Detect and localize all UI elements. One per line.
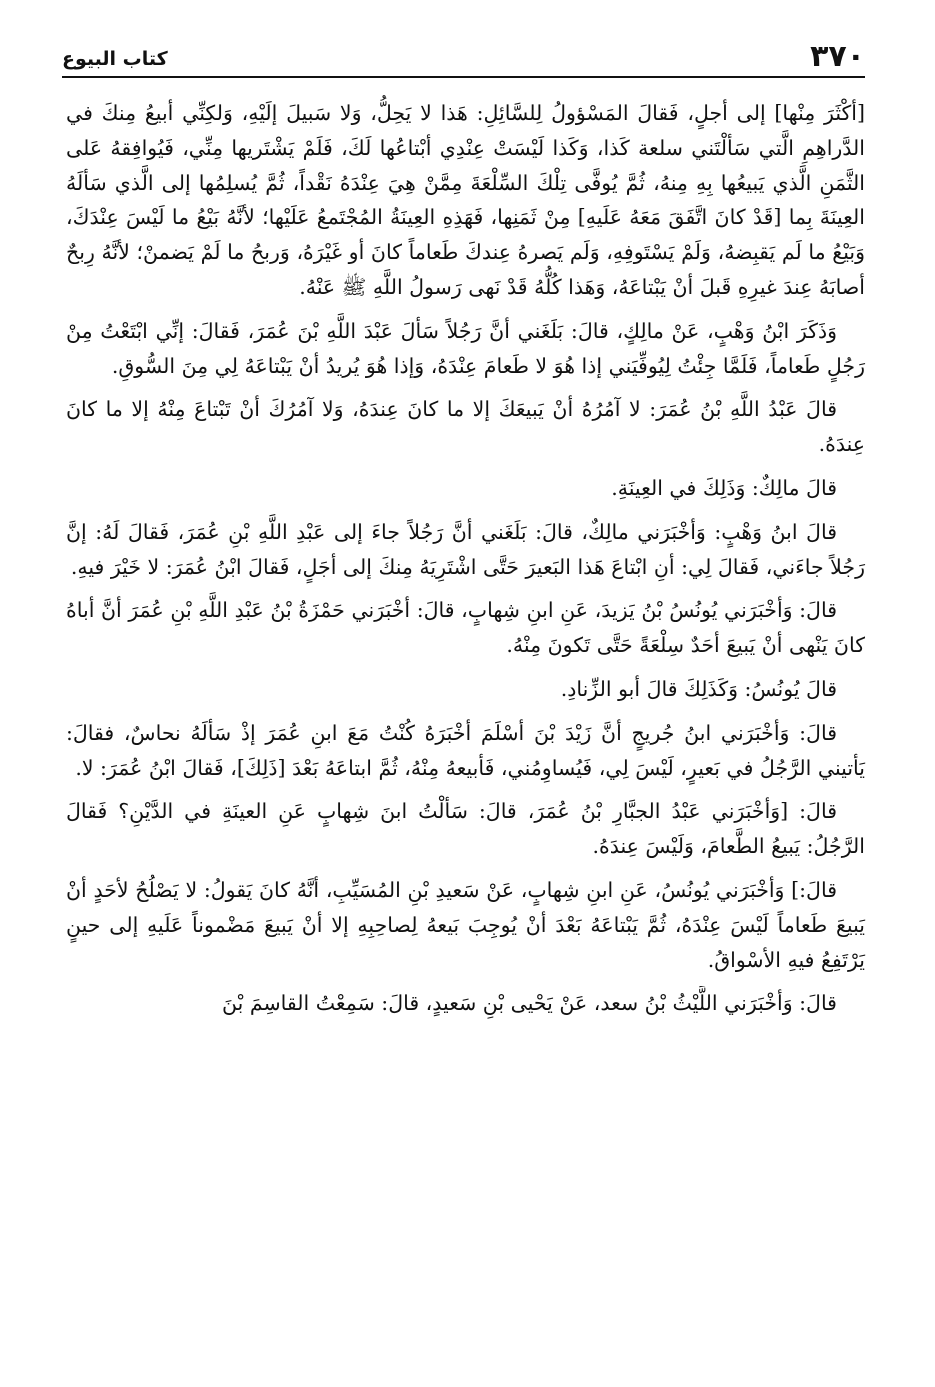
paragraph: قالَ: وَأخْبَرَني يُونُسُ بْنُ يَزيدَ، عَنِ ابنِ شِهابٍ، قالَ: أخْبَرَني حَمْزَةُ بْنُ عَبْدِ اللَّهِ بْنِ عُمَرَ أنَّ أباهُ كانَ يَنْهى أنْ يَبيعَ أحَدٌ سِلْعَةً حَتَّى تَكونَ مِنْهُ.	[66, 598, 865, 658]
body-text	[66, 96, 865, 1030]
paragraph: قالَ: [وَأخْبَرَني عَبْدُ الجبَّارِ بْنُ عُمَرَ، قالَ: سَألْتُ ابنَ شِهابٍ عَنِ العينَةِ في الدَّيْنِ؟ فَقالَ الرَّجُلُ: يَبيعُ الطَّعامَ، وَلَيْسَ عِندَهُ.	[66, 799, 865, 859]
paragraph: قالَ عَبْدُ اللَّهِ بْنُ عُمَرَ: لا آمُرُهُ أنْ يَبيعَكَ إلا ما كانَ عِندَهُ، وَلا آمُرُكَ أنْ تَبْتاعَ مِنْهُ إلا ما كانَ عِندَهُ.	[66, 397, 865, 457]
paragraph: قالَ: وَأخْبَرَني ابنُ جُريجٍ أنَّ زَيْدَ بْنَ أسْلَمَ أخْبَرَهُ كُنْتُ مَعَ ابنِ عُمَرَ إذْ سَألَهُ نحاسٌ، فقالَ: يَأتيني الرَّجُلُ في بَعيرٍ، لَيْسَ لِي، فَيُساوِمُني، فَأبيعهُ مِنْهُ، ثُمَّ ابتاعَهُ بَعْدَ [ذَلِكَ]، فَقالَ ابْنُ عُمَرَ: لا.	[66, 720, 865, 780]
paragraph: قالَ مالِكٌ: وَذَلِكَ في العِينَةِ.	[611, 475, 837, 500]
paragraph: قالَ يُونُسُ: وَكَذَلِكَ قالَ أبو الزِّنادِ.	[560, 676, 837, 701]
running-title: كتاب البيوع	[62, 48, 168, 70]
paragraph: [أكْثَرَ مِنْها] إلى أجلٍ، فَقالَ المَسْؤولُ لِلسَّائِلِ: هَذا لا يَحِلُّ، وَلا سَبيلَ إلَيْهِ، وَلكِنِّي أبيعُ مِنكَ في الدَّراهِمِ الَّتي سَألْتَني سلعة كَذا، وَكَذا لَيْسَتْ عِنْدِي أبْتاعُها لَكَ، فَلَمْ يَشْتَريها مِنِّي، فَيُوافِقهُ عَلى الثَّمَنِ الَّذي يَبيعُها بِهِ مِنهُ، ثُمَّ يُوفَّى تِلْكَ السِّلْعَةَ مِمَّنْ هِيَ عِنْدَهُ نَقْداً، ثُمَّ يُسلِمُها إلى الَّذي سَألَهُ العِينَةَ بِما [قَدْ كانَ اتَّفَقَ مَعَهُ عَلَيهِ] مِنْ ثَمَنِها، فَهَذِهِ العِينَةُ المُجْتَمعُ عَلَيْها؛ لأنَّهُ بَيْعُ ما لَيْسَ عِنْدَكَ، وَبَيْعُ ما لَم يَقبِضهُ، وَلَمْ يَسْتَوفِهِ، وَلَم يَصرهُ عِندكَ طَعاماً كانَ أو غَيْرَهُ، وَربحُ ما لَمْ يَضمنْ؛ لأنَّهُ رِبحٌ أصابَهُ عِندَ غيرِهِ قَبلَ أنْ يَبْتاعَهُ، وَهَذا كُلُّهُ قَدْ نَهى رَسولُ اللَّهِ ﷺ عَنْهُ.	[66, 101, 866, 299]
paragraph: وَذَكَرَ ابْنُ وَهْبٍ، عَنْ مالِكٍ، قالَ: بَلَغَني أنَّ رَجُلاً سَألَ عَبْدَ اللَّهِ بْنَ عُمَرَ، فَقالَ: إنِّي ابْتَعْتُ مِنْ رَجُلٍ طَعاماً، فَلَمَّا جِئْتُ لِيُوفِّيَني إذا هُوَ لا طَعامَ عِنْدَهُ، وَإذا هُوَ يُريدُ أنْ يَبْتاعَهُ لِي مِنَ السُّوقِ.	[66, 318, 865, 378]
paragraph: قالَ ابنُ وَهْبٍ: وَأخْبَرَني مالِكٌ، قالَ: بَلَغَني أنَّ رَجُلاً جاءَ إلى عَبْدِ اللَّهِ بْنِ عُمَرَ، فَقالَ لَهُ: إنَّ رَجُلاً جاءَني، فَقالَ لِي: أنِ ابْتاعَ هَذا البَعيرَ حَتَّى اشْتَرِيَهُ مِنكَ إلى أجَلٍ، فَقالَ ابْنُ عُمَرَ: لا خَيْرَ فيهِ.	[66, 519, 865, 579]
page-number: ٣٧٠	[810, 39, 865, 74]
paragraph: قالَ:] وَأخْبَرَني يُونُسُ، عَنِ ابنِ شِهابٍ، عَنْ سَعيدِ بْنِ المُسَيِّبِ، أنَّهُ كانَ يَقولُ: لا يَصْلُحُ لأحَدٍ أنْ يَبيعَ طَعاماً لَيْسَ عِنْدَهُ، ثُمَّ يَبْتاعَهُ بَعْدَ أنْ يُوجِبَ بَيعهُ لِصاحِبِهِ إلا أنْ يَبيعَ مَضْموناً عَلَيهِ إلى حينٍ يَرْتَفِعُ فيهِ الأسْواقُ.	[66, 877, 865, 972]
paragraph: قالَ: وَأخْبَرَني اللَّيْثُ بْنُ سعد، عَنْ يَحْيى بْنِ سَعيدٍ، قالَ: سَمِعْتُ القاسِمَ بْنَ	[222, 991, 837, 1016]
page-header	[62, 28, 865, 78]
